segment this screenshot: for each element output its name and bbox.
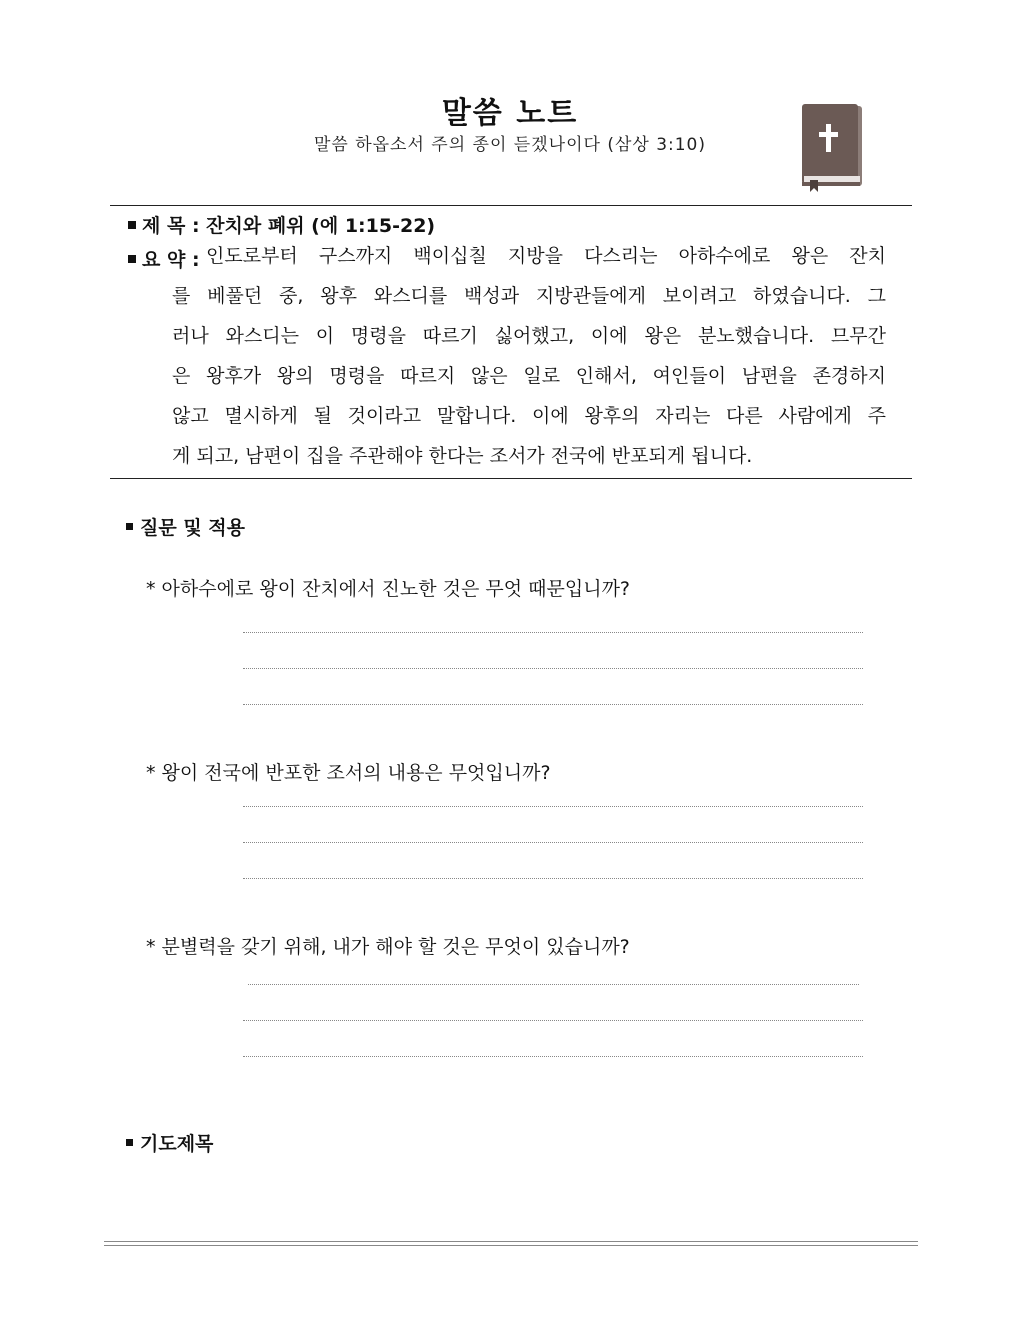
summary-line: 인도로부터 구스까지 백이십칠 지방을 다스리는 아하수에로 왕은 잔치 [206, 245, 886, 267]
header-divider [110, 205, 912, 206]
questions-heading-text: 질문 및 적용 [140, 517, 245, 539]
summary-line: 러나 와스디는 이 명령을 따르기 싫어했고, 이에 왕은 분노했습니다. 므무간 [172, 325, 886, 347]
info-divider [110, 478, 912, 479]
footer-divider [104, 1241, 918, 1246]
prayer-heading-text: 기도제목 [140, 1133, 214, 1155]
summary-label-row [128, 245, 200, 272]
bible-icon [800, 104, 866, 192]
summary-text-continued [172, 276, 886, 476]
bullet-icon [126, 523, 133, 530]
question-3: * 분별력을 갖기 위해, 내가 해야 할 것은 무엇이 있습니까? [146, 936, 630, 958]
summary-text [206, 236, 886, 276]
summary-line: 게 되고, 남편이 집을 주관해야 한다는 조서가 전국에 반포되게 됩니다. [172, 445, 753, 467]
question-2: * 왕이 전국에 반포한 조서의 내용은 무엇입니까? [146, 762, 551, 784]
answer-line[interactable] [243, 878, 863, 879]
answer-line[interactable] [243, 704, 863, 705]
answer-line[interactable] [243, 1020, 863, 1021]
answer-line[interactable] [243, 806, 863, 807]
title-label: 제 목 : [142, 215, 200, 237]
summary-line: 를 베풀던 중, 왕후 와스디를 백성과 지방관들에게 보이려고 하였습니다. 그 [172, 285, 886, 307]
bullet-icon [128, 221, 136, 229]
answer-line[interactable] [243, 632, 863, 633]
answer-line[interactable] [243, 668, 863, 669]
sermon-title-row [128, 211, 435, 238]
title-value: 잔치와 폐위 (에 1:15-22) [206, 215, 436, 237]
summary-line: 은 왕후가 왕의 명령을 따르지 않은 일로 인해서, 여인들이 남편을 존경하지 [172, 365, 886, 387]
prayer-heading [126, 1129, 213, 1156]
answer-line[interactable] [243, 1056, 863, 1057]
question-1: * 아하수에로 왕이 잔치에서 진노한 것은 무엇 때문입니까? [146, 578, 631, 600]
summary-line: 않고 멸시하게 될 것이라고 말합니다. 이에 왕후의 자리는 다른 사람에게 주 [172, 405, 886, 427]
page-subtitle: 말씀 하옵소서 주의 종이 듣겠나이다 (삼상 3:10) [313, 135, 707, 155]
summary-label: 요 약 : [142, 249, 200, 271]
questions-heading [126, 513, 245, 540]
page-title: 말씀 노트 [441, 96, 579, 131]
bullet-icon [128, 255, 136, 263]
bullet-icon [126, 1139, 133, 1146]
answer-line[interactable] [248, 984, 859, 985]
answer-line[interactable] [243, 842, 863, 843]
